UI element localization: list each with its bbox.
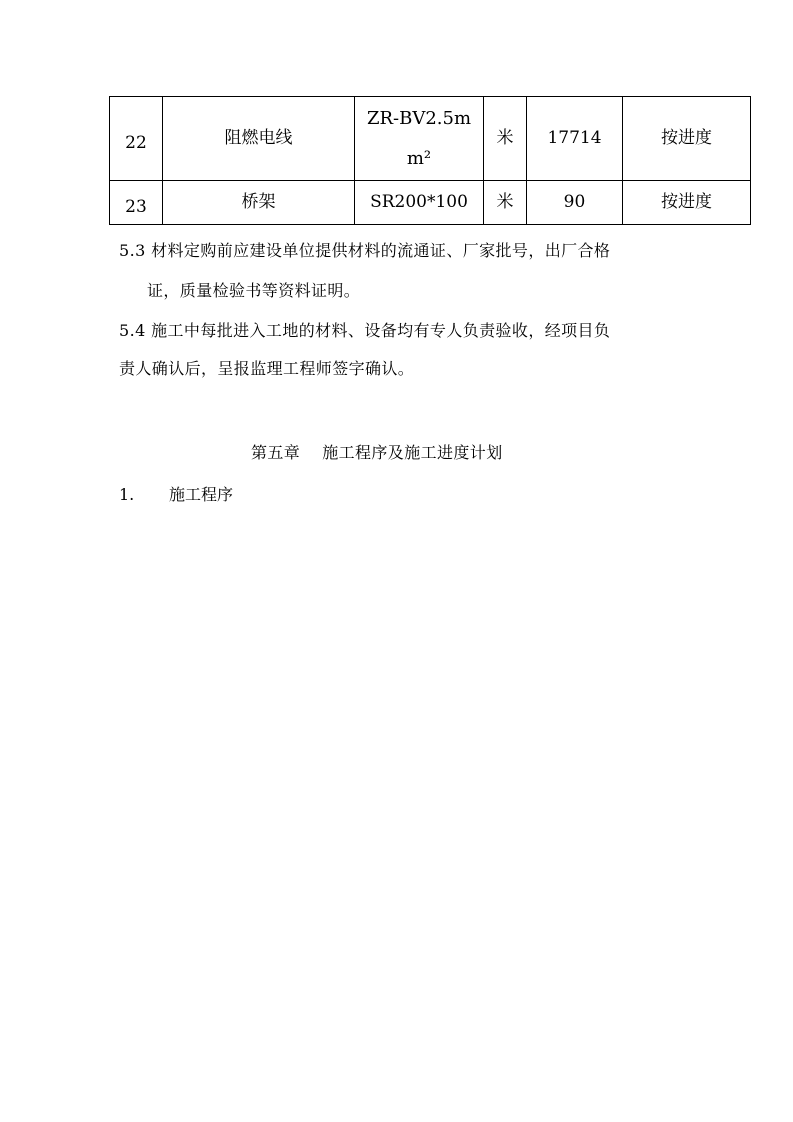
spec-cell xyxy=(355,97,484,181)
table-row xyxy=(110,181,751,225)
row-number-cell: 23 xyxy=(110,181,163,225)
row-number-cell: 22 xyxy=(110,97,163,181)
chapter-heading xyxy=(251,440,503,463)
paragraph-5-3-line-1: 5.3 材料定购前应建设单位提供材料的流通证、厂家批号，出厂合格 xyxy=(119,241,611,260)
spec-cell: SR200*100 xyxy=(355,181,484,225)
item-text: 施工程序 xyxy=(169,485,234,504)
chapter-title: 施工程序及施工进度计划 xyxy=(322,443,503,462)
item-number: 1. xyxy=(119,485,135,504)
quantity-cell: 90 xyxy=(527,181,623,225)
supply-cell: 按进度 xyxy=(623,181,751,225)
unit-cell: 米 xyxy=(484,181,527,225)
paragraph-5-4-line-1: 5.4 施工中每批进入工地的材料、设备均有专人负责验收，经项目负 xyxy=(119,321,611,340)
quantity-cell: 17714 xyxy=(527,97,623,181)
chapter-number: 第五章 xyxy=(251,443,301,462)
material-name-cell: 阻燃电线 xyxy=(163,97,355,181)
spec-line-1: ZR-BV2.5m xyxy=(366,107,472,129)
table-row xyxy=(110,97,751,181)
paragraph-5-3-line-2: 证，质量检验书等资料证明。 xyxy=(147,281,361,300)
material-name-cell: 桥架 xyxy=(163,181,355,225)
materials-table xyxy=(109,96,751,225)
supply-cell: 按进度 xyxy=(623,97,751,181)
paragraph-5-4-line-2: 责人确认后，呈报监理工程师签字确认。 xyxy=(119,359,415,378)
spec-line-2: m² xyxy=(406,147,432,169)
section-item-1 xyxy=(119,482,233,505)
unit-cell: 米 xyxy=(484,97,527,181)
